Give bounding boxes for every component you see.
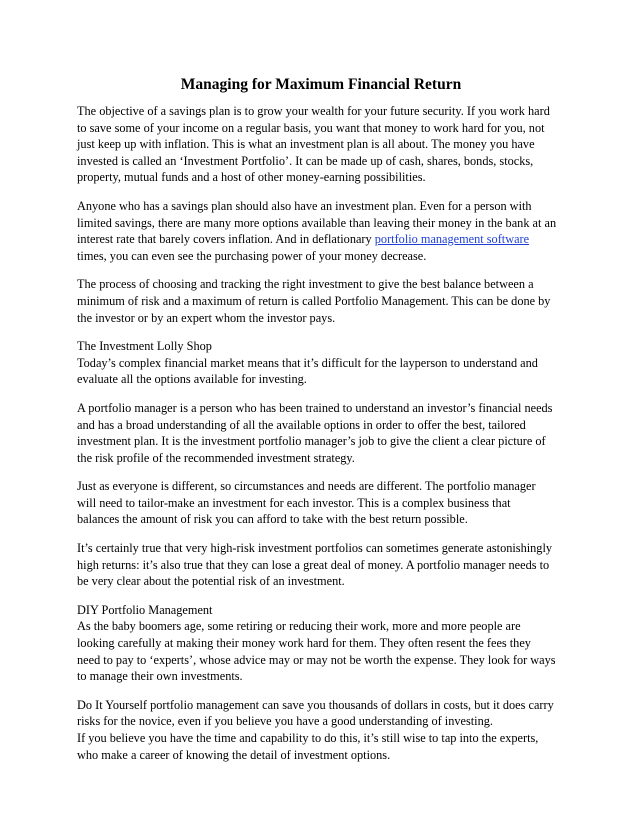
paragraph-9: [77, 697, 565, 763]
section-heading: DIY Portfolio Management: [77, 602, 213, 617]
text-line: minimum of risk and a maximum of return is called Portfolio Management. This can be done by: [77, 293, 551, 308]
section-heading: The Investment Lolly Shop: [77, 339, 212, 354]
text-line: will need to tailor-make an investment for each investor. This is a complex business that: [77, 495, 511, 510]
portfolio-management-software-link[interactable]: portfolio management software: [374, 232, 530, 247]
page-title: Managing for Maximum Financial Return: [180, 76, 462, 93]
text-line: balances the amount of risk you can afford to take with the best return possible.: [77, 512, 468, 527]
paragraph-5: [77, 400, 565, 466]
text-line: high returns: it’s also true that they can lose a great deal of money. A portfolio manager needs to: [77, 557, 550, 572]
text-line: be very clear about the potential risk of an investment.: [77, 574, 345, 589]
paragraph-1: [77, 103, 565, 186]
paragraph-2: [77, 198, 565, 264]
text-line: need to pay to ‘experts’, whose advice may or may not be worth the expense. They look for ways: [77, 652, 556, 667]
text-line: the investor or by an expert whom the investor pays.: [77, 310, 336, 325]
text-line: Today’s complex financial market means that it’s difficult for the layperson to understand and: [77, 355, 538, 370]
text-line: looking carefully at making their money work hard for them. They often resent the fees they: [77, 636, 531, 651]
text-line: limited savings, there are many more options available than leaving their money in the bank at an: [77, 215, 557, 230]
paragraph-3: [77, 276, 565, 326]
text-line: property, mutual funds and a host of other money-earning possibilities.: [77, 170, 426, 185]
text-line: the risk profile of the recommended investment strategy.: [77, 450, 355, 465]
text-line: Do It Yourself portfolio management can save you thousands of dollars in costs, but it does carry: [77, 697, 554, 712]
text-line: Anyone who has a savings plan should also have an investment plan. Even for a person with: [77, 198, 532, 213]
text-line: If you believe you have the time and capability to do this, it’s still wise to tap into the experts,: [77, 731, 539, 745]
document-page: [77, 75, 565, 775]
text-line: risks for the novice, even if you believe you have a good understanding of investing.: [77, 714, 493, 729]
text-line: The objective of a savings plan is to grow your wealth for your future security. If you work hard: [77, 104, 550, 118]
text-line: invested is called an ‘Investment Portfolio’. It can be made up of cash, shares, bonds, stocks,: [77, 153, 534, 168]
text-line: times, you can even see the purchasing power of your money decrease.: [77, 248, 427, 263]
text-line: As the baby boomers age, some retiring or reducing their work, more and more people are: [77, 619, 521, 634]
text-line-with-link: [77, 231, 565, 248]
text-line: It’s certainly true that very high-risk investment portfolios can sometimes generate astonishingly: [77, 541, 553, 556]
text-line: just keep up with inflation. This is what an investment plan is all about. The money you have: [77, 137, 535, 152]
text-line: who make a career of knowing the detail of investment options.: [77, 747, 391, 762]
paragraph-8: [77, 602, 565, 685]
text-line: and has a broad understanding of all the available options in order to offer the best, tailored: [77, 417, 526, 432]
text-line: Just as everyone is different, so circumstances and needs are different. The portfolio manager: [77, 479, 536, 494]
paragraph-4: [77, 338, 565, 388]
link-line-text: interest rate that barely covers inflation. And in deflationary: [77, 232, 375, 247]
text-line: investment plan. It is the investment portfolio manager’s job to give the client a clear picture of: [77, 434, 546, 449]
text-line: evaluate all the options available for investing.: [77, 372, 307, 387]
text-line: to manage their own investments.: [77, 669, 243, 684]
text-line: The process of choosing and tracking the right investment to give the best balance between a: [77, 277, 534, 292]
text-line: A portfolio manager is a person who has been trained to understand an investor’s financial needs: [77, 400, 553, 415]
paragraph-6: [77, 478, 565, 528]
text-line: to save some of your income on a regular basis, you want that money to work hard for you, not: [77, 120, 545, 135]
paragraph-7: [77, 540, 565, 590]
